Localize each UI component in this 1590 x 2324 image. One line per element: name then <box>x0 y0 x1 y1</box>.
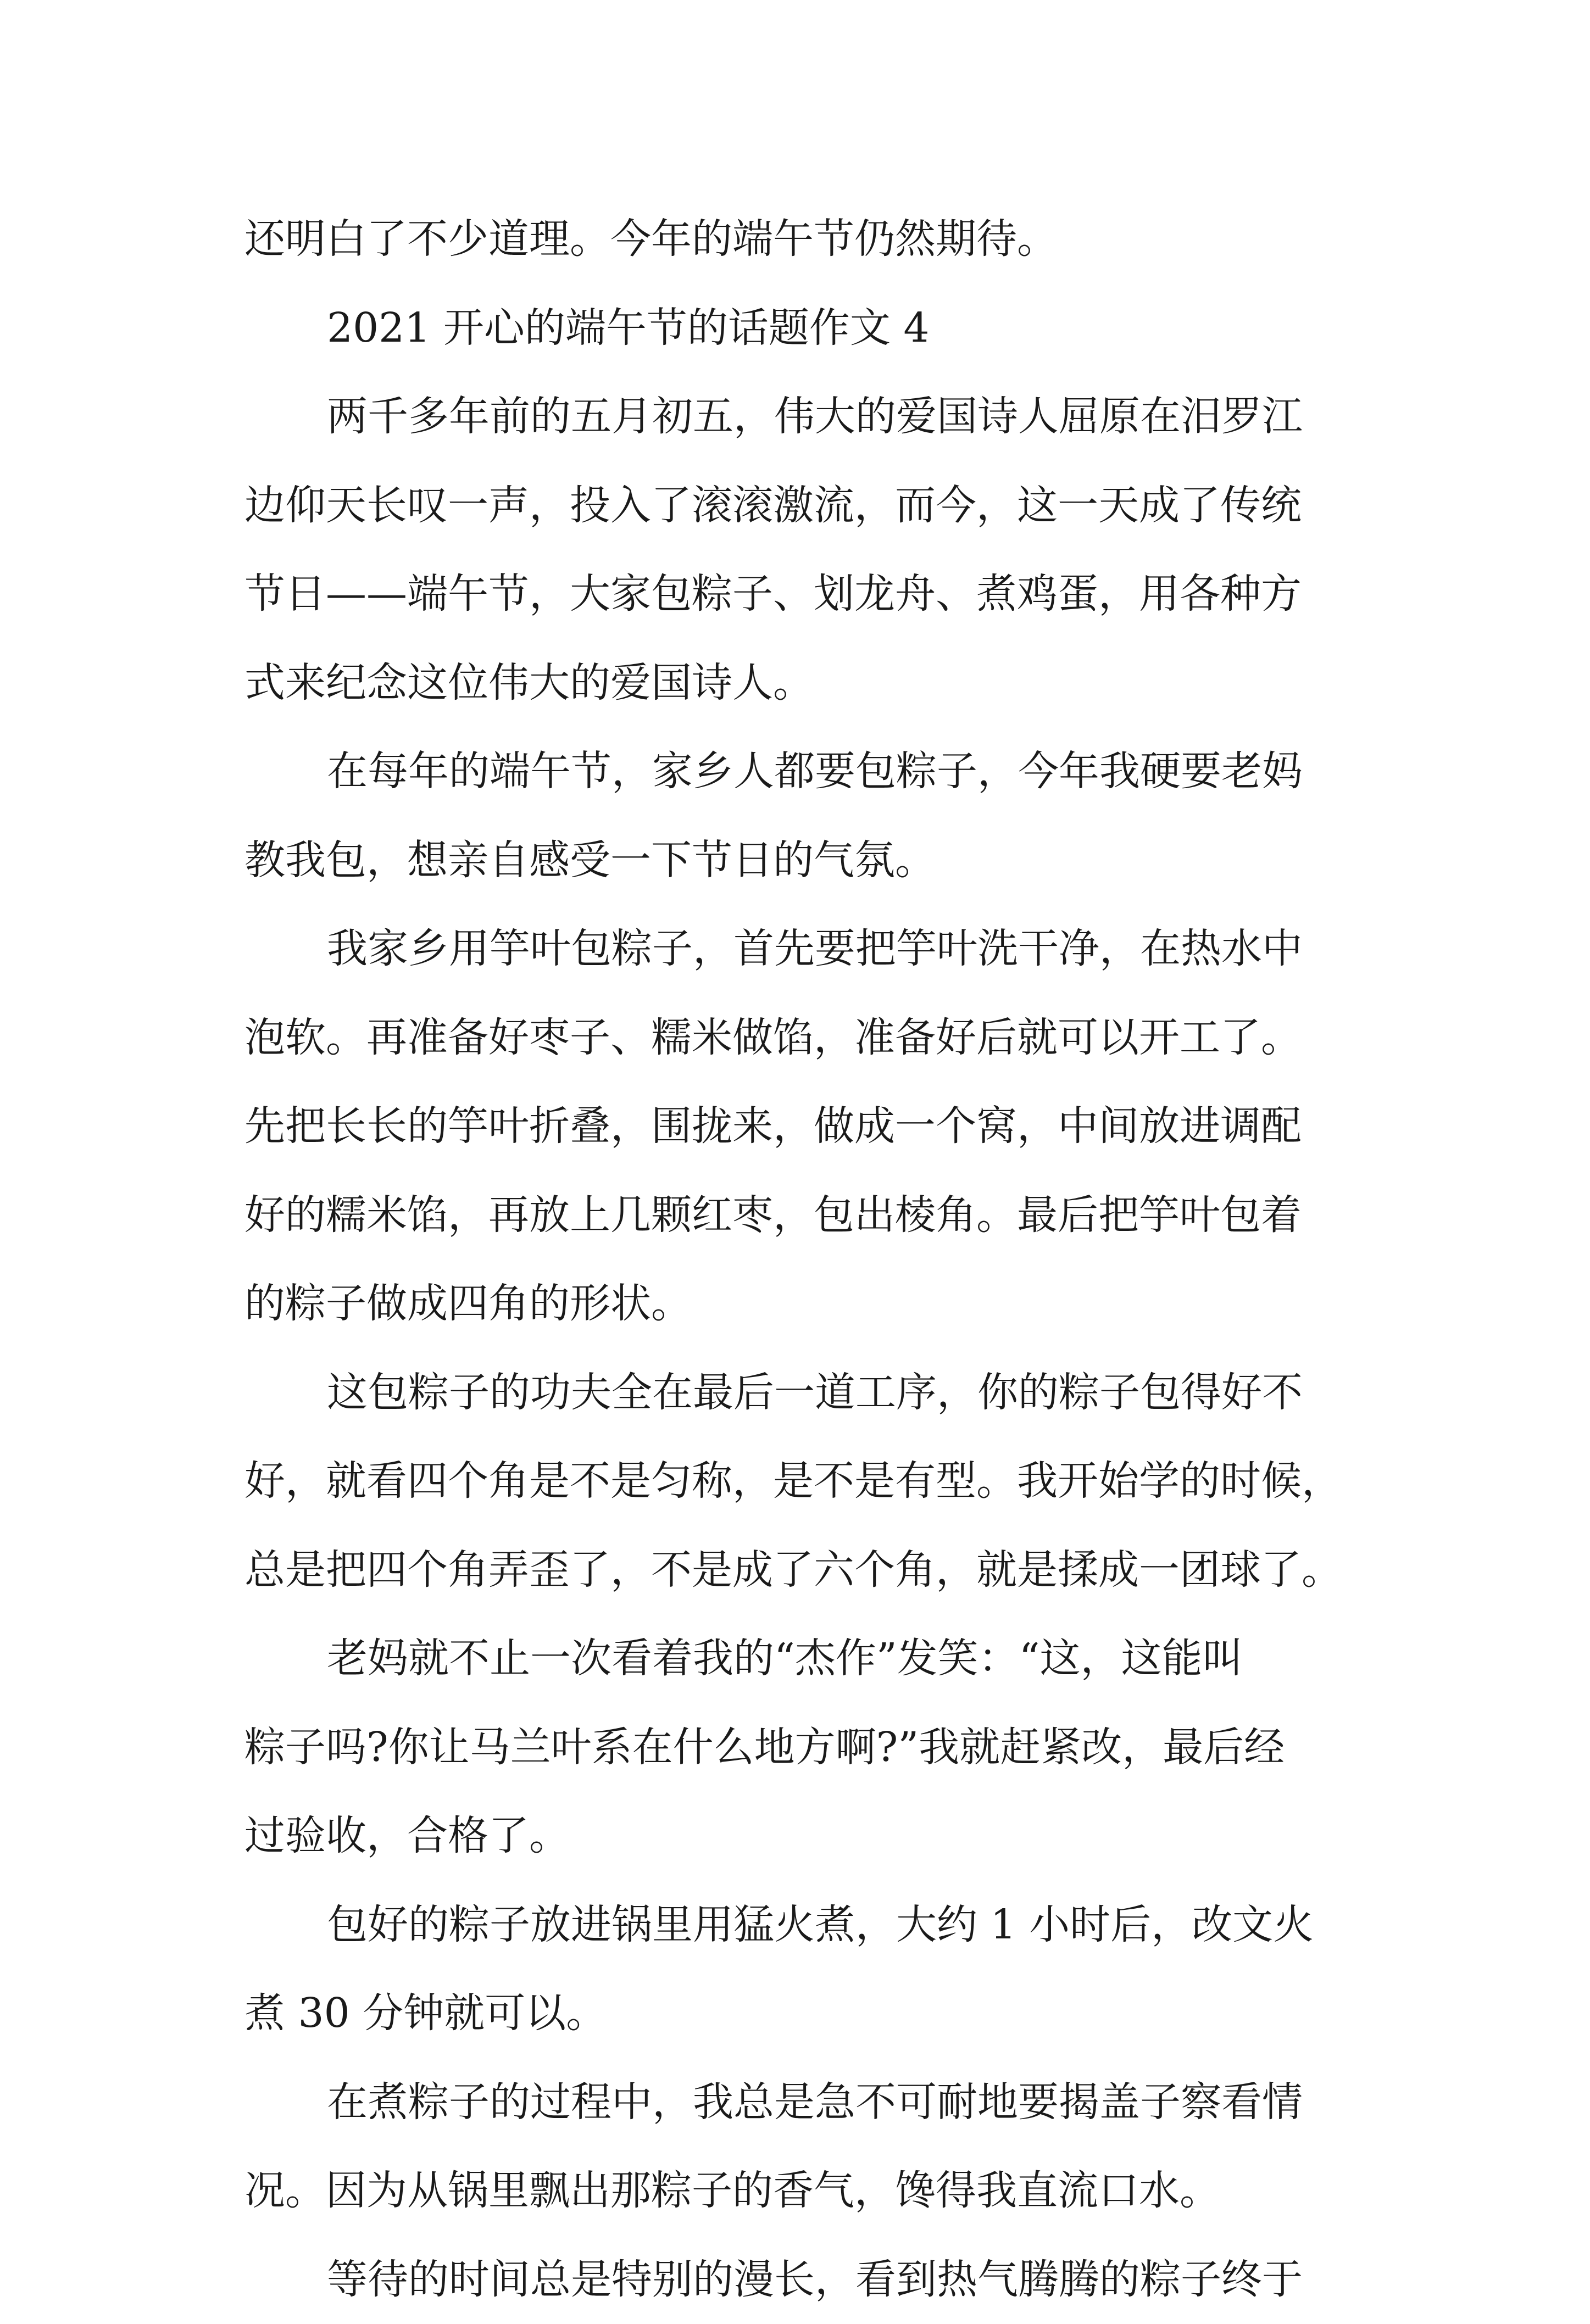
text-line: 好，就看四个角是不是匀称，是不是有型。我开始学的时候， <box>244 1437 1354 1526</box>
text-line: 还明白了不少道理。今年的端午节仍然期待。 <box>244 195 1354 284</box>
text-line: 过验收，合格了。 <box>244 1792 1354 1881</box>
text-line: 况。因为从锅里飘出那粽子的香气，馋得我直流口水。 <box>244 2147 1354 2236</box>
text-line: 煮 30 分钟就可以。 <box>244 1969 1354 2058</box>
text-line: 在煮粽子的过程中，我总是急不可耐地要揭盖子察看情 <box>244 2058 1354 2147</box>
text-line: 的粽子做成四角的形状。 <box>244 1259 1354 1348</box>
text-line: 在每年的端午节，家乡人都要包粽子，今年我硬要老妈 <box>244 727 1354 816</box>
text-line: 泡软。再准备好枣子、糯米做馅，准备好后就可以开工了。 <box>244 994 1354 1083</box>
text-line: 总是把四个角弄歪了，不是成了六个角，就是揉成一团球了。 <box>244 1526 1354 1615</box>
section-heading: 2021 开心的端午节的话题作文 4 <box>244 284 1354 373</box>
text-line: 式来纪念这位伟大的爱国诗人。 <box>244 639 1354 728</box>
text-line: 粽子吗?你让马兰叶系在什么地方啊?”我就赶紧改，最后经 <box>244 1703 1354 1792</box>
text-line: 边仰天长叹一声，投入了滚滚激流，而今，这一天成了传统 <box>244 461 1354 550</box>
text-line: 这包粽子的功夫全在最后一道工序，你的粽子包得好不 <box>244 1348 1354 1437</box>
text-line: 老妈就不止一次看着我的“杰作”发笑：“这，这能叫 <box>244 1614 1354 1703</box>
text-line: 包好的粽子放进锅里用猛火煮，大约 1 小时后，改文火 <box>244 1881 1354 1970</box>
text-line: 两千多年前的五月初五，伟大的爱国诗人屈原在汨罗江 <box>244 372 1354 461</box>
text-line: 先把长长的竽叶折叠，围拢来，做成一个窝，中间放进调配 <box>244 1082 1354 1171</box>
text-line: 节日——端午节，大家包粽子、划龙舟、煮鸡蛋，用各种方 <box>244 550 1354 639</box>
text-line: 等待的时间总是特别的漫长，看到热气腾腾的粽子终于 <box>244 2236 1354 2324</box>
document-body <box>244 195 1354 2324</box>
text-line: 教我包，想亲自感受一下节日的气氛。 <box>244 816 1354 905</box>
text-line: 好的糯米馅，再放上几颗红枣，包出棱角。最后把竽叶包着 <box>244 1171 1354 1260</box>
text-line: 我家乡用竽叶包粽子，首先要把竽叶洗干净，在热水中 <box>244 905 1354 994</box>
